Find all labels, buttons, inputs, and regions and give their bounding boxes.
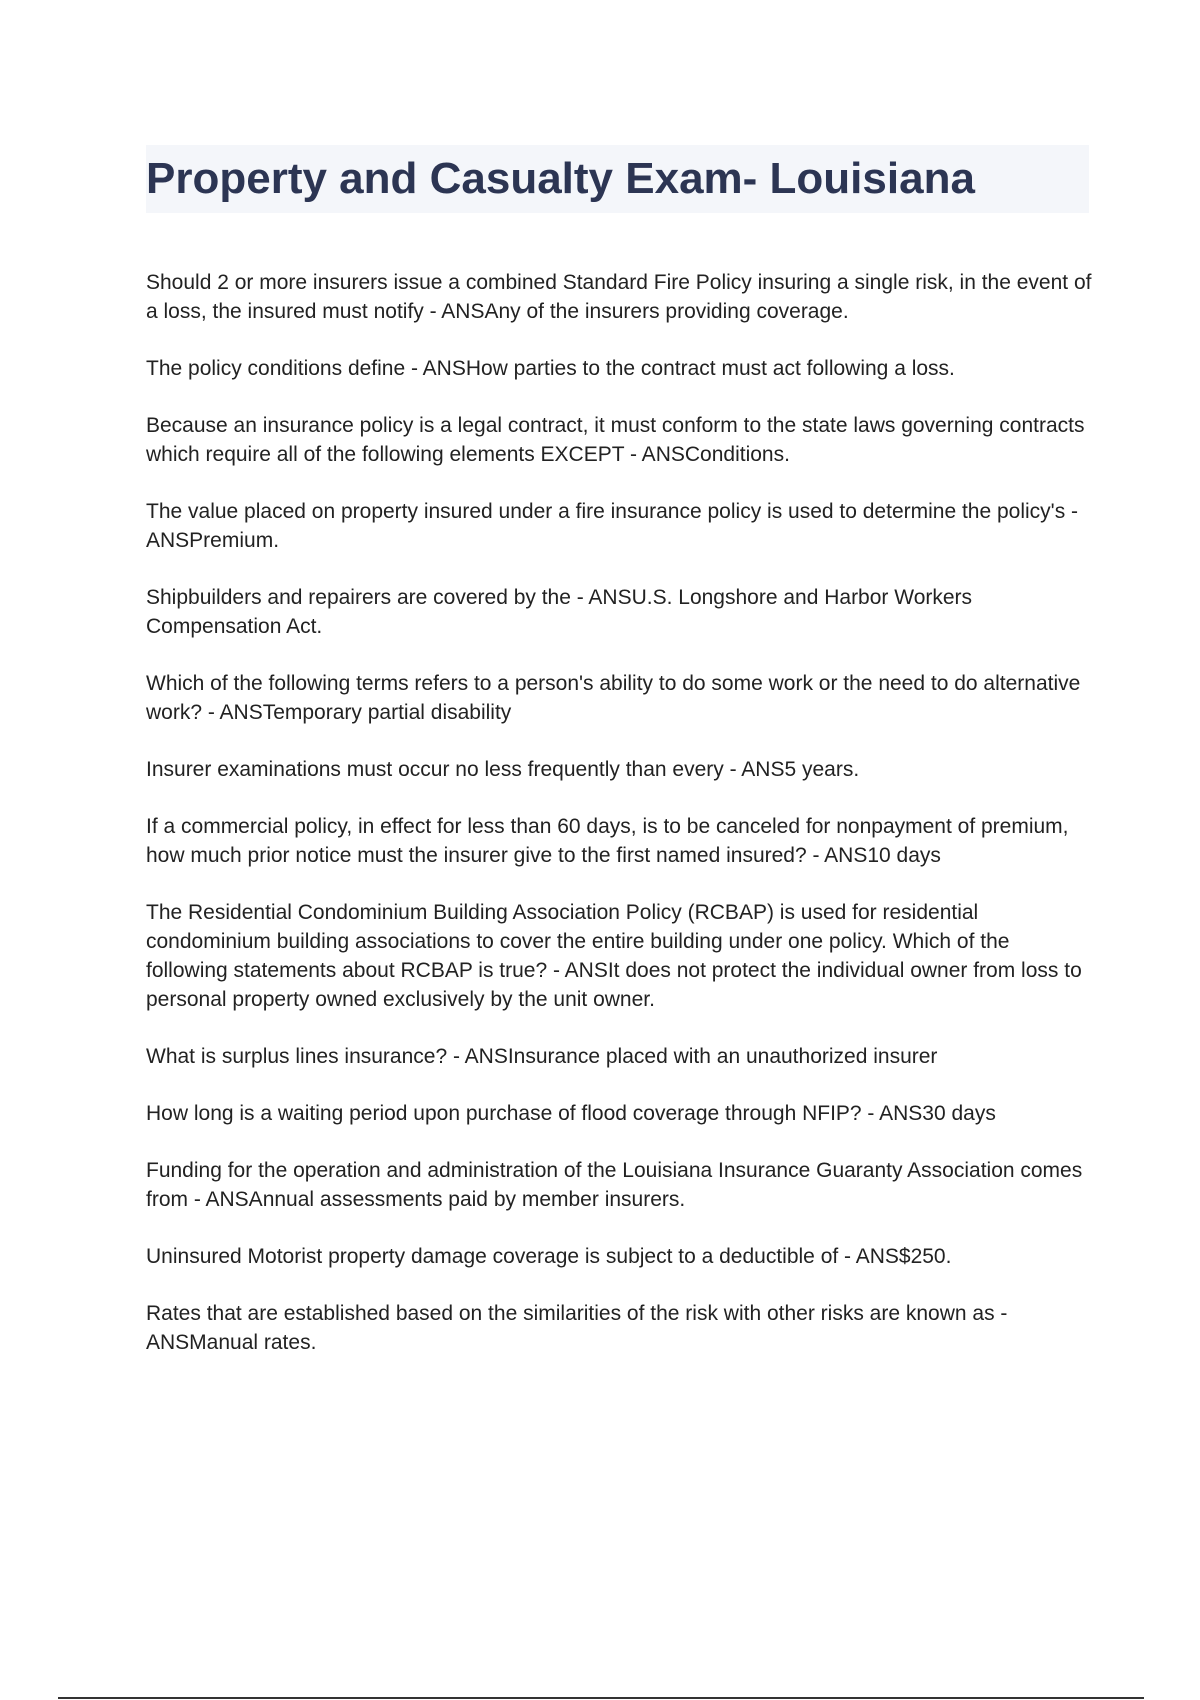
qa-item: The Residential Condominium Building Association Policy (RCBAP) is used for residential condominium building associations to cover the entire building under one policy. Which of the following statements about RCBAP is true? - ANSIt does not protect the individual owner from loss to personal property owned exclusively by the unit owner.	[146, 901, 1082, 1011]
qa-item: Uninsured Motorist property damage coverage is subject to a deductible of - ANS$250.	[146, 1245, 952, 1268]
qa-item: Insurer examinations must occur no less frequently than every - ANS5 years.	[146, 758, 860, 781]
qa-item: Rates that are established based on the similarities of the risk with other risks are known as - ANSManual rates.	[146, 1302, 1008, 1354]
qa-list	[146, 268, 1096, 1385]
qa-item: How long is a waiting period upon purchase of flood coverage through NFIP? - ANS30 days	[146, 1102, 996, 1125]
qa-item: Funding for the operation and administration of the Louisiana Insurance Guaranty Association comes from - ANSAnnual assessments paid by member insurers.	[146, 1159, 1083, 1211]
qa-item: The value placed on property insured under a fire insurance policy is used to determine the policy's - ANSPremium.	[146, 500, 1079, 552]
qa-item: Which of the following terms refers to a person's ability to do some work or the need to do alternative work? - ANSTemporary partial disability	[146, 672, 1081, 724]
footer-divider	[58, 1697, 1144, 1699]
qa-item: Should 2 or more insurers issue a combined Standard Fire Policy insuring a single risk, in the event of a loss, the insured must notify - ANSAny of the insurers providing coverage.	[146, 271, 1092, 323]
title-band	[146, 145, 1089, 213]
qa-item: The policy conditions define - ANSHow parties to the contract must act following a loss.	[146, 357, 955, 380]
qa-item: Shipbuilders and repairers are covered by the - ANSU.S. Longshore and Harbor Workers Compensation Act.	[146, 586, 973, 638]
page-title: Property and Casualty Exam- Louisiana	[146, 154, 975, 203]
qa-item: Because an insurance policy is a legal contract, it must conform to the state laws governing contracts which require all of the following elements EXCEPT - ANSConditions.	[146, 414, 1085, 466]
qa-item: If a commercial policy, in effect for less than 60 days, is to be canceled for nonpayment of premium, how much prior notice must the insurer give to the first named insured? - ANS10 days	[146, 815, 1069, 867]
qa-item: What is surplus lines insurance? - ANSInsurance placed with an unauthorized insurer	[146, 1045, 938, 1068]
